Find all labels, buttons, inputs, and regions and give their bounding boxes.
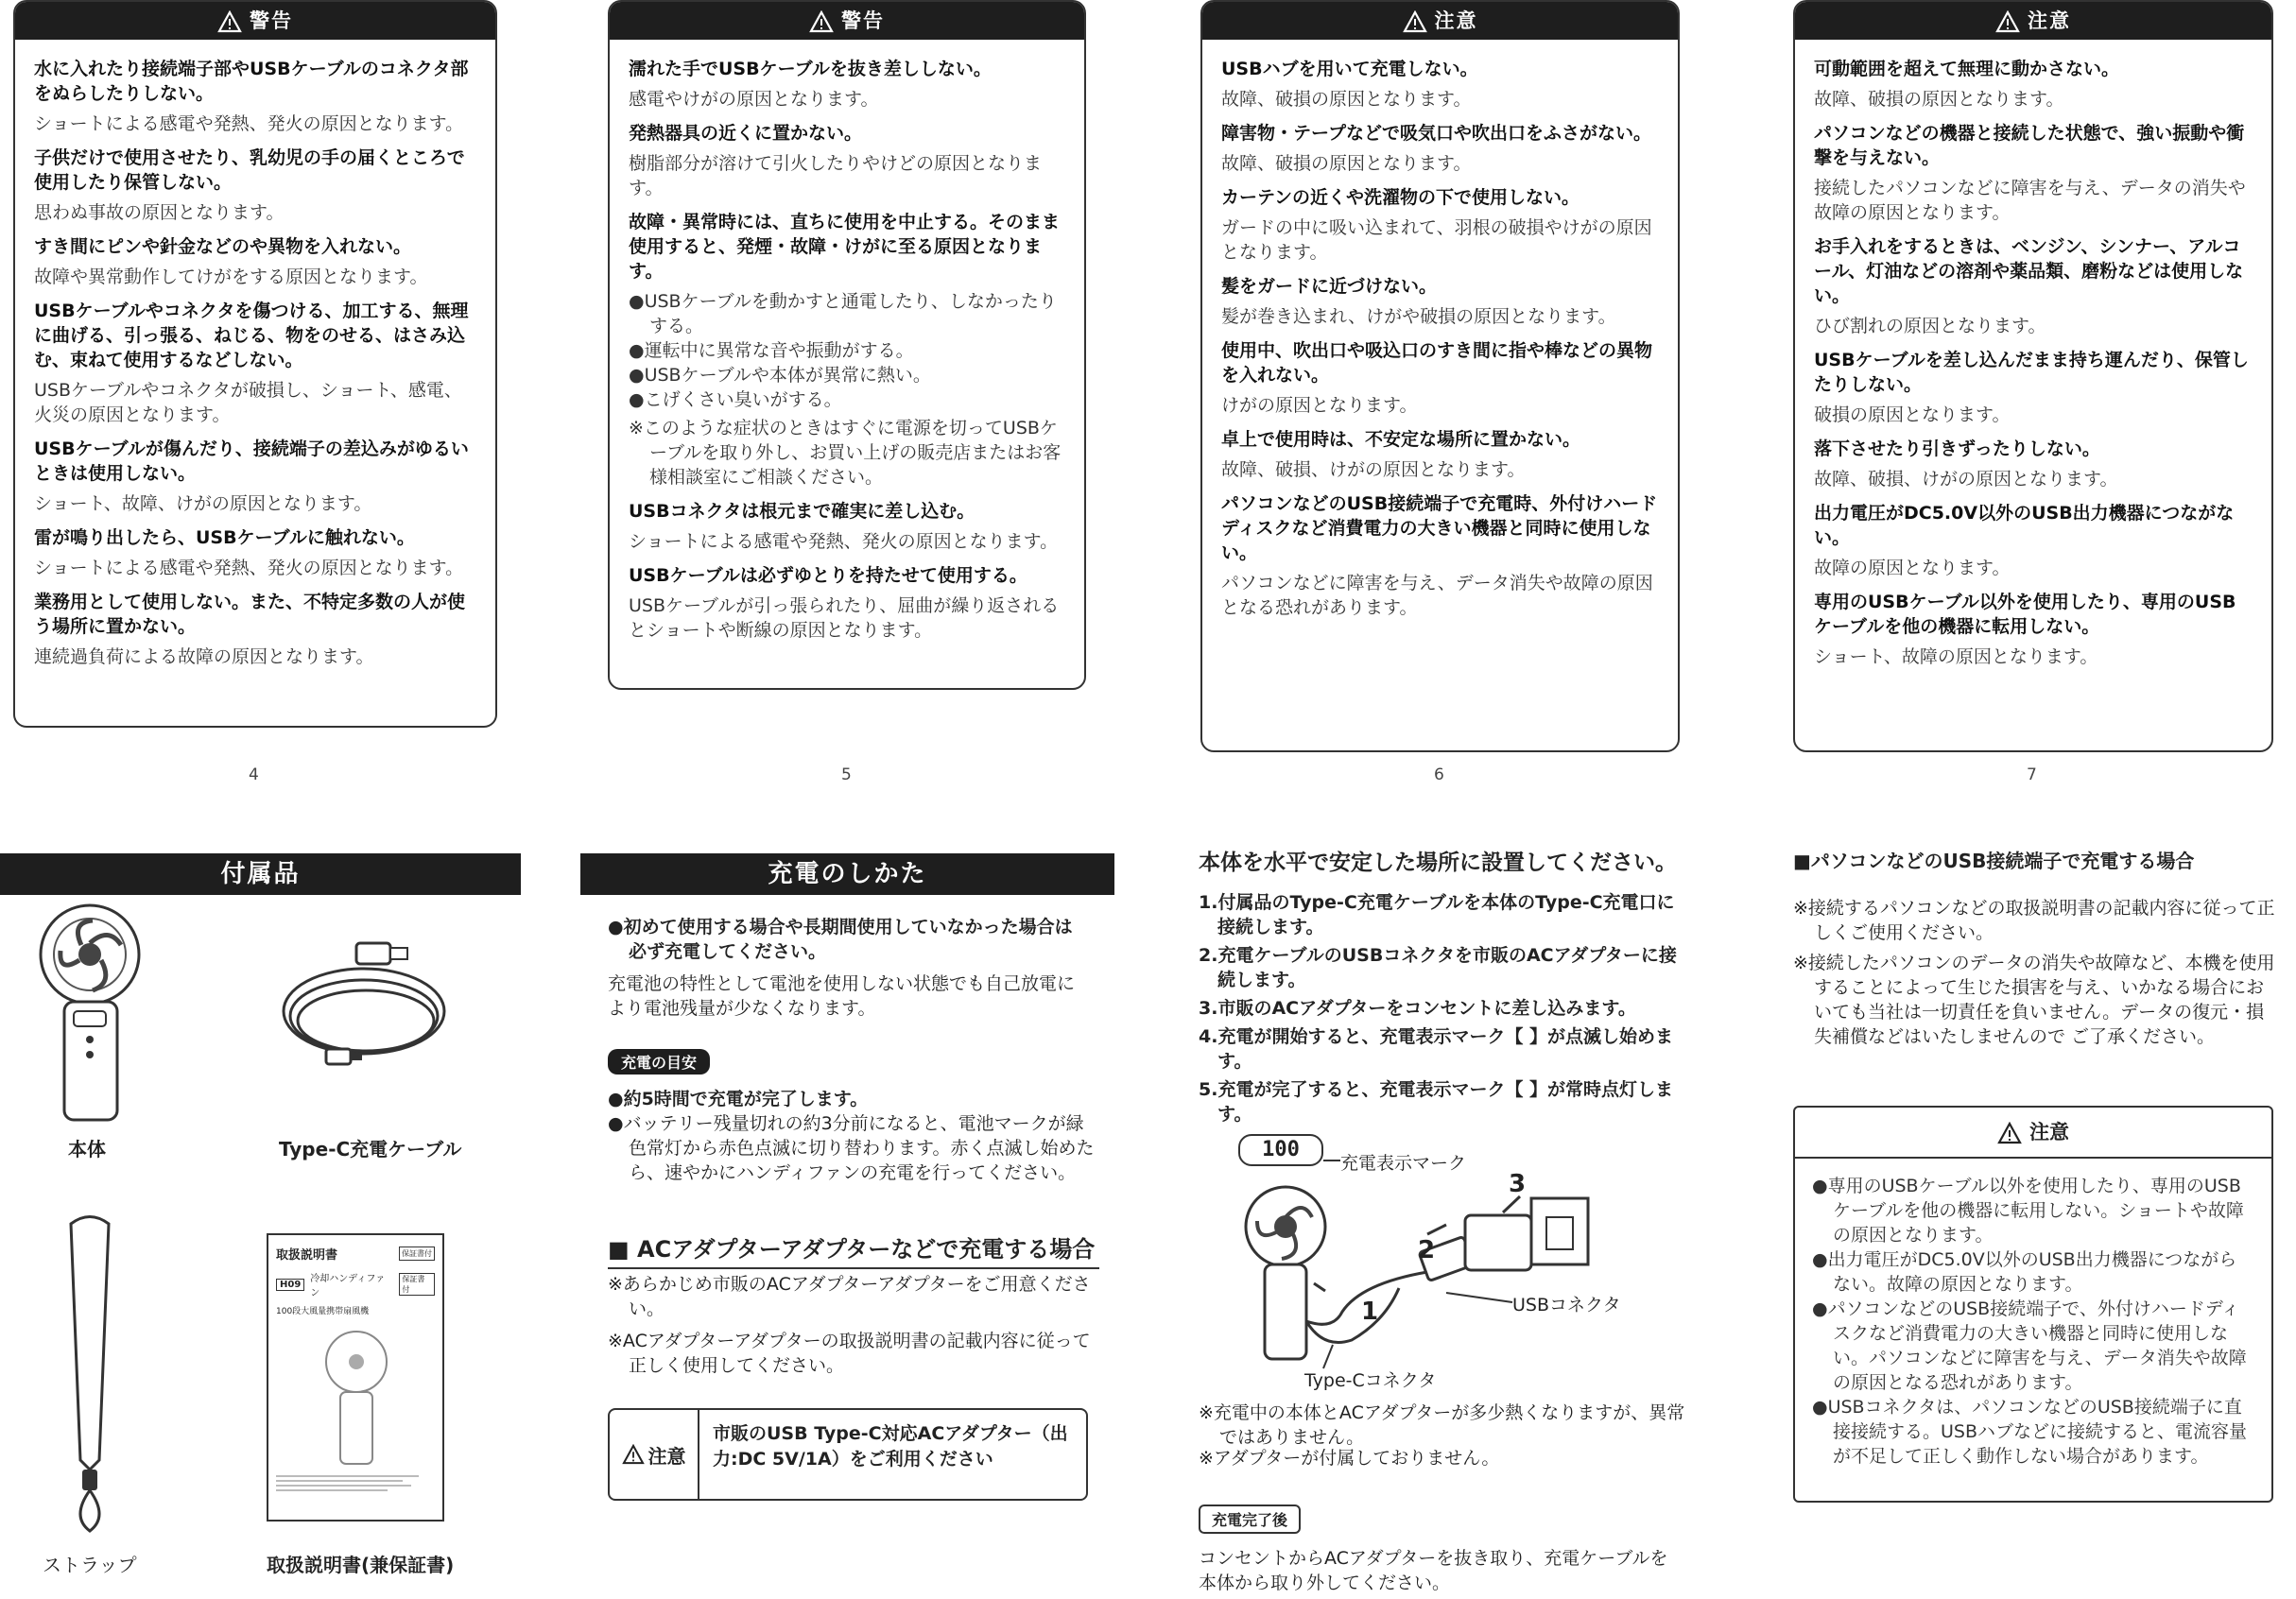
- caution-header: [1202, 2, 1678, 40]
- charge-display-value: 100: [1262, 1138, 1300, 1161]
- step-item: 2.充電ケーブルのUSBコネクタを市販のACアダプターに接続します。: [1199, 945, 1677, 990]
- item-heading: 髪をガードに近づけない。: [1221, 276, 1438, 297]
- item-note: ひび割れの原因となります。: [1814, 316, 2046, 336]
- item-note: 感電やけがの原因となります。: [629, 89, 879, 110]
- warning-header-label: 警告: [250, 9, 293, 32]
- symptom-list: [629, 289, 1065, 412]
- symptom-item: ●USBケーブルを動かすと通電したり、しなかったりする。: [629, 291, 1057, 336]
- charging-diagram: [1219, 1123, 1711, 1406]
- step-item: 5.充電が完了すると、充電表示マーク【 】が常時点灯します。: [1199, 1079, 1674, 1125]
- type-c-cable-illustration: [269, 936, 458, 1096]
- ac-note-2: ※ACアダプターアダプターの取扱説明書の記載内容に従って正しく使用してください。: [608, 1331, 1091, 1376]
- item-heading: USBケーブルが傷んだり、接続端子の差込みがゆるいときは使用しない。: [34, 438, 469, 484]
- symptom-item: ●USBケーブルや本体が異常に熱い。: [629, 365, 931, 386]
- charging-diagram-art: [1219, 1123, 1711, 1406]
- warning-triangle-icon: [622, 1444, 645, 1465]
- ac-caution-label: 注意: [647, 1444, 686, 1468]
- step-item: 3.市販のACアダプターをコンセントに差し込みます。: [1199, 998, 1636, 1019]
- item-heading: 卓上で使用時は、不安定な場所に置かない。: [1221, 429, 1581, 450]
- item-heading: 故障・異常時には、直ちに使用を中止する。そのまま使用すると、発煙・故障・けがに至る原因となります。: [629, 212, 1061, 282]
- charge-guide-item-2: ●バッテリー残量切れの約3分前になると、電池マークが緑色常灯から赤色点滅に切り替わります。赤く点滅し始めたら、速やかにハンディファンの充電を行ってください。: [608, 1113, 1095, 1183]
- step-marker-2: 2: [1418, 1236, 1436, 1264]
- ac-adapter-heading: ■ ACアダプターアダプターなどで充電する場合: [608, 1230, 1099, 1269]
- item-heading: 発熱器具の近くに置かない。: [629, 123, 863, 144]
- manual-cover-tag1: 保証書付: [399, 1247, 435, 1261]
- item-note: 故障や異常動作してけがをする原因となります。: [34, 266, 428, 287]
- item-heading: パソコンなどのUSB接続端子で充電時、外付けハードディスクなど消費電力の大きい機器と同時に使用しない。: [1221, 493, 1658, 563]
- step-marker-1: 1: [1361, 1298, 1379, 1326]
- caution-box-page6: [1200, 0, 1680, 752]
- steps-intro: 本体を水平で安定した場所に設置してください。: [1199, 851, 1677, 875]
- item-heading: カーテンの近くや洗濯物の下で使用しない。: [1221, 187, 1580, 208]
- charge-guide-label: 充電の目安: [608, 1049, 710, 1075]
- item-heading: USBケーブルは必ずゆとりを持たせて使用する。: [629, 565, 1027, 586]
- pc-caution-header-label: 注意: [2029, 1121, 2069, 1143]
- item-heading: 業務用として使用しない。また、不特定多数の人が使う場所に置かない。: [34, 592, 466, 637]
- page-number-7: 7: [2027, 765, 2037, 784]
- ac-caution-text: 市販のUSB Type-C対応ACアダプター（出力:DC 5V/1A）をご利用ください: [713, 1423, 1068, 1470]
- caution-header: [1795, 2, 2271, 40]
- manual-illustration: [267, 1233, 444, 1522]
- item-note: 樹脂部分が溶けて引火したりやけどの原因となります。: [629, 153, 1043, 198]
- strap-label: ストラップ: [43, 1554, 137, 1576]
- pc-note-1: ※接続するパソコンなどの取扱説明書の記載内容に従って正しくご使用ください。: [1793, 898, 2275, 943]
- step-marker-3: 3: [1509, 1170, 1527, 1198]
- after-charge-label: 充電完了後: [1199, 1504, 1301, 1534]
- cable-label: Type-C充電ケーブル: [279, 1138, 462, 1161]
- warning-list: [15, 40, 495, 669]
- ac-caution-label-cell: [610, 1410, 699, 1499]
- warning-header-label: 警告: [841, 9, 885, 32]
- step-item: 1.付属品のType-C充電ケーブルを本体のType-C充電口に接続します。: [1199, 892, 1675, 937]
- item-note: 連続過負荷による故障の原因となります。: [34, 646, 374, 667]
- strap-illustration: [52, 1214, 128, 1545]
- manual-cover-tag2: 保証書付: [399, 1273, 435, 1296]
- pc-caution-item: ●USBコネクタは、パソコンなどのUSB接続端子に直接接続する。USBハブなどに接続すると、電流容量が不足して正しく動作しない場合があります。: [1812, 1397, 2248, 1467]
- item-heading: 落下させたり引きずったりしない。: [1814, 438, 2100, 459]
- warning-triangle-icon: [217, 10, 242, 33]
- item-note: 髪が巻き込まれ、けがや破損の原因となります。: [1221, 306, 1616, 327]
- warning-triangle-icon: [1997, 1122, 2022, 1144]
- item-heading: 使用中、吹出口や吸込口のすき間に指や棒などの異物を入れない。: [1221, 340, 1653, 386]
- item-note: ショートによる感電や発熱、発火の原因となります。: [34, 558, 464, 578]
- warning-box-page4: [13, 0, 497, 728]
- steps-list: [1199, 890, 1690, 1130]
- item-heading: 障害物・テープなどで吸気口や吹出口をふさがない。: [1221, 123, 1652, 144]
- item-heading: パソコンなどの機器と接続した状態で、強い振動や衝撃を与えない。: [1814, 123, 2245, 168]
- pc-caution-item: ●出力電圧がDC5.0V以外のUSB出力機器につながらない。故障の原因となります。: [1812, 1249, 2237, 1295]
- charge-display-mark-label: 充電表示マーク: [1340, 1153, 1467, 1174]
- manual-cover-title: 取扱説明書: [276, 1248, 338, 1263]
- item-note: 破損の原因となります。: [1814, 404, 2011, 425]
- manual-fan-image: [314, 1326, 399, 1468]
- caution-box-page7: [1793, 0, 2273, 752]
- manual-fine-print: [276, 1475, 435, 1491]
- caution-list: [1202, 40, 1678, 620]
- page-number-6: 6: [1434, 765, 1444, 784]
- first-use-bullet: ●初めて使用する場合や長期間使用していなかった場合は必ず充電してください。: [608, 917, 1073, 962]
- item-note: 接続したパソコンなどに障害を与え、データの消失や故障の原因となります。: [1814, 178, 2246, 223]
- pc-note-2: ※接続したパソコンのデータの消失や故障など、本機を使用することによって生じた損害を与え、いかなる場合においても当社は一切責任を負いません。データの復元・損失補償などはいたしませんので ご了承ください。: [1793, 953, 2275, 1047]
- item-heading: お手入れをするときは、ベンジン、シンナー、アルコール、灯油などの溶剤や薬品類、磨粉などは使用しない。: [1814, 236, 2244, 306]
- pc-caution-list: [1795, 1159, 2271, 1469]
- manual-cover-model: H09: [276, 1279, 304, 1291]
- typec-connector-label: Type-Cコネクタ: [1304, 1370, 1437, 1391]
- ac-note-1: ※あらかじめ市販のACアダプターアダプターをご用意ください。: [608, 1274, 1091, 1319]
- item-heading: USBケーブルやコネクタを傷つける、加工する、無理に曲げる、引っ張る、ねじる、物をのせる、はさみ込む、束ねて使用するなどしない。: [34, 301, 469, 370]
- warning-header: [15, 2, 495, 40]
- charge-guide-pill: [608, 1049, 710, 1075]
- item-note: ガードの中に吸い込まれて、羽根の破損やけがの原因となります。: [1221, 217, 1652, 263]
- manual-cover-subtitle: 100段大風量携帯扇風機: [276, 1307, 370, 1316]
- item-note: ショート、故障の原因となります。: [1814, 646, 2098, 667]
- first-use-note: 充電池の特性として電池を使用しない状態でも自己放電により電池残量が少なくなります。: [608, 973, 1076, 1019]
- pc-caution-item: ●パソコンなどのUSB接続端子で、外付けハードディスクなど消費電力の大きい機器と同時に使用しない。パソコンなどに障害を与え、データ消失や故障の原因となる恐れがあります。: [1812, 1298, 2247, 1393]
- item-note: ショートによる感電や発熱、発火の原因となります。: [34, 113, 464, 134]
- pc-caution-item: ●専用のUSBケーブル以外を使用したり、専用のUSBケーブルを他の機器に転用しない。ショートや故障の原因となります。: [1812, 1176, 2244, 1246]
- item-note: 故障、破損、けがの原因となります。: [1221, 459, 1526, 480]
- steps-note-2: ※アダプターが付属しておりません。: [1199, 1448, 1500, 1469]
- item-heading: 濡れた手でUSBケーブルを抜き差ししない。: [629, 59, 992, 79]
- pc-caution-header: [1795, 1108, 2271, 1159]
- item-note: 故障の原因となります。: [1814, 558, 2011, 578]
- item-heading: USBコネクタは根元まで確実に差し込む。: [629, 501, 975, 522]
- caution-header-label: 注意: [1434, 9, 1478, 32]
- item-note: 故障、破損の原因となります。: [1814, 89, 2064, 110]
- item-note: 思わぬ事故の原因となります。: [34, 202, 285, 223]
- pc-heading: ■パソコンなどのUSB接続端子で充電する場合: [1793, 850, 2195, 872]
- item-heading: 子供だけで使用させたり、乳幼児の手の届くところで使用したり保管しない。: [34, 147, 465, 193]
- fan-body-illustration: [19, 898, 161, 1125]
- manual-label: 取扱説明書(兼保証書): [267, 1554, 455, 1576]
- item-heading: 可動範囲を超えて無理に動かさない。: [1814, 59, 2120, 79]
- item-note: USBケーブルが引っ張られたり、屈曲が繰り返されるとショートや断線の原因となります。: [629, 595, 1060, 641]
- symptom-note: ※このような症状のときはすぐに電源を切ってUSBケーブルを取り外し、お買い上げの販売店またはお客様相談室にご相談ください。: [629, 418, 1062, 488]
- after-charge-pill: [1199, 1504, 1301, 1534]
- ac-caution-box: [608, 1408, 1088, 1501]
- warning-list: [610, 40, 1084, 643]
- item-note: 故障、破損、けがの原因となります。: [1814, 469, 2118, 490]
- item-note: 故障、破損の原因となります。: [1221, 89, 1472, 110]
- accessories-title: 付属品: [0, 853, 521, 895]
- step-item: 4.充電が開始すると、充電表示マーク【 】が点滅し始めます。: [1199, 1026, 1674, 1072]
- pc-caution-box: [1793, 1106, 2273, 1503]
- item-note: 故障、破損の原因となります。: [1221, 153, 1472, 174]
- warning-triangle-icon: [809, 10, 834, 33]
- item-note: USBケーブルやコネクタが破損し、ショート、感電、火災の原因となります。: [34, 380, 462, 425]
- after-charge-text: コンセントからACアダプターを抜き取り、充電ケーブルを本体から取り外してください。: [1199, 1548, 1668, 1593]
- warning-box-page5: [608, 0, 1086, 690]
- caution-list: [1795, 40, 2271, 669]
- symptom-item: ●運転中に異常な音や振動がする。: [629, 340, 914, 361]
- page-number-5: 5: [841, 765, 852, 784]
- item-note: ショート、故障、けがの原因となります。: [34, 493, 372, 514]
- item-note: パソコンなどに障害を与え、データ消失や故障の原因となる恐れがあります。: [1221, 573, 1653, 618]
- item-heading: 雷が鳴り出したら、USBケーブルに触れない。: [34, 527, 415, 548]
- item-note: ショートによる感電や発熱、発火の原因となります。: [629, 531, 1059, 552]
- symptom-item: ●こげくさい臭いがする。: [629, 389, 842, 410]
- charge-guide-item-1: ●約5時間で充電が完了します。: [608, 1089, 869, 1109]
- page-number-4: 4: [249, 765, 259, 784]
- warning-triangle-icon: [1403, 10, 1427, 33]
- steps-note-1: ※充電中の本体とACアダプターが多少熱くなりますが、異常ではありません。: [1199, 1402, 1685, 1448]
- manual-cover-product: 冷却ハンディファン: [310, 1274, 386, 1298]
- item-heading: USBハブを用いて充電しない。: [1221, 59, 1478, 79]
- item-heading: 水に入れたり接続端子部やUSBケーブルのコネクタ部をぬらしたりしない。: [34, 59, 469, 104]
- item-heading: すき間にピンや針金などのや異物を入れない。: [34, 236, 412, 257]
- body-label: 本体: [68, 1138, 106, 1161]
- item-heading: USBケーブルを差し込んだまま持ち運んだり、保管したりしない。: [1814, 350, 2249, 395]
- charging-title: 充電のしかた: [580, 853, 1114, 895]
- item-note: けがの原因となります。: [1221, 395, 1418, 416]
- usb-connector-label: USBコネクタ: [1512, 1295, 1621, 1315]
- warning-triangle-icon: [1995, 10, 2020, 33]
- item-heading: 専用のUSBケーブル以外を使用したり、専用のUSBケーブルを他の機器に転用しない。: [1814, 592, 2236, 637]
- item-heading: 出力電圧がDC5.0V以外のUSB出力機器につながない。: [1814, 503, 2235, 548]
- caution-header-label: 注意: [2028, 9, 2071, 32]
- warning-header: [610, 2, 1084, 40]
